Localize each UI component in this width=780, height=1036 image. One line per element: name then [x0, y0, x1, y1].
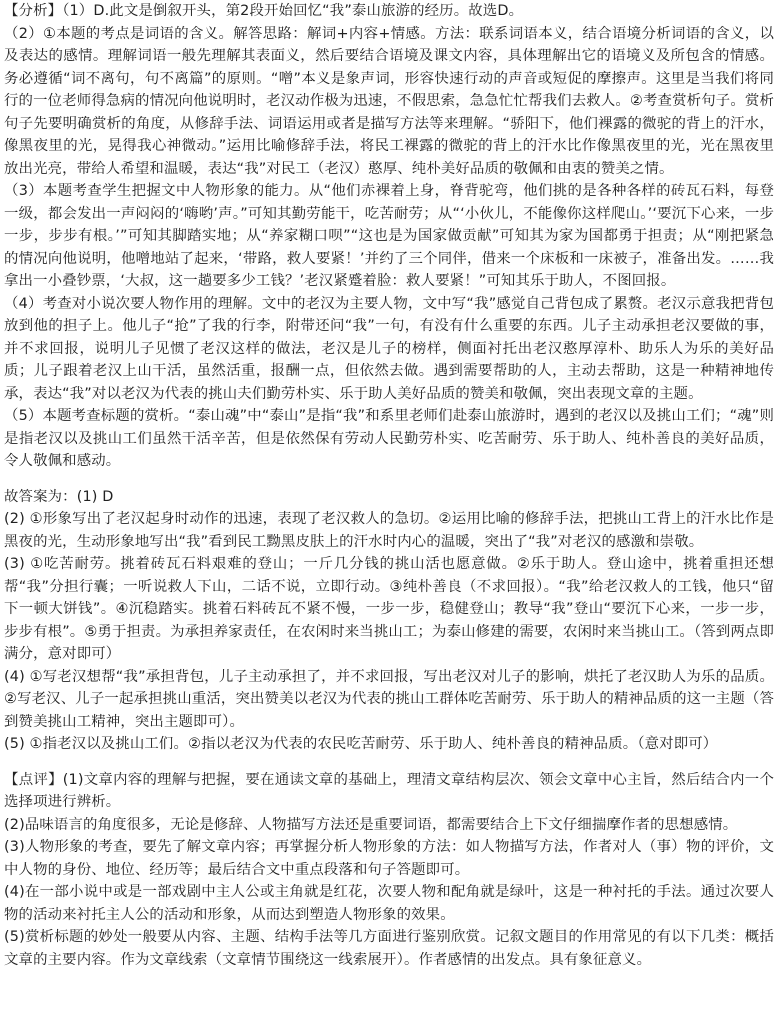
comment-paragraph-1: 【点评】(1)文章内容的理解与把握，要在通读文章的基础上，理清文章结构层次、领会文章中心主旨，然后结合内一个选择项进行辨析。 — [4, 771, 774, 810]
comment-paragraph-3: (3)人物形象的考查，要先了解文章内容；再掌握分析人物形象的方法：如人物描写方法，作者对人（事）物的评价，文中人物的身份、地位、经历等；最后结合文中重点段落和句子答题即可。 — [4, 839, 774, 878]
analysis-paragraph-3: （3）本题考查学生把握文中人物形象的能力。从“他们赤裸着上身，脊背驼弯，他们挑的是各种各样的砖瓦石料，每登一级，都会发出一声闷闷的‘嗨哟’声。”可知其勤劳能干，吃苦耐劳；从“‘小伙儿，不能像你这样爬山。’‘要沉下心来，一步一步，步步有根。’”可知其脚踏实地；从“养家糊口呗”“这也是为国家做贡献”可知其为家为国都勇于担责；从“刚把紧急的情况向他说明，他噌地站了起来，‘带路，救人要紧！’并约了三个同伴，借来一个床板和一床被子，准备出发。……我拿出一小叠钞票，‘大叔，这一趟要多少工钱？’老汉紧蹙着脸：救人要紧！”可知其乐于助人，不图回报。 — [4, 183, 774, 289]
answer-paragraph-2: (2) ①形象写出了老汉起身时动作的迅速，表现了老汉救人的急切。②运用比喻的修辞手法，把挑山工背上的汗水比作是黑夜的光，生动形象地写出“我”看到民工黝黑皮肤上的汗水时内心的温暖，突出了“我”对老汉的感激和崇敬。 — [4, 511, 774, 550]
answer-section — [4, 486, 774, 756]
comment-section — [4, 769, 774, 972]
analysis-paragraph-2: （2）①本题的考点是词语的含义。解答思路：解词+内容+情感。方法：联系词语本义，结合语境分析词语的含义，以及表达的感情。理解词语一般先理解其表面义，然后要结合语境及课文内容，具体理解出它的语境义及所包含的情感。务必遵循“词不离句，句不离篇”的原则。“噌”本义是象声词，形容快速行动的声音或短促的摩擦声。这里是当我们将同行的一位老师得急病的情况向他说明时，老汉动作极为迅速，不假思索，急急忙忙帮我们去救人。②考查赏析句子。赏析句子先要明确赏析的角度，从修辞手法、词语运用或者是描写方法等来理解。“骄阳下，他们裸露的微驼的背上的汗水，像黑夜里的光，晃得我心神微动。”运用比喻修辞手法，将民工裸露的微驼的背上的汗水比作像黑夜里的光，光在黑夜里放出光亮，带给人希望和温暖，表达“我”对民工（老汉）憨厚、纯朴美好品质的敬佩和由衷的赞美之情。 — [4, 25, 774, 177]
comment-paragraph-5: (5)赏析标题的妙处一般要从内容、主题、结构手法等几方面进行鉴别欣赏。记叙文题目的作用常见的有以下几类：概括文章的主要内容。作为文章线索（文章情节围绕这一线索展开）。作者感情的出发点。具有象征意义。 — [4, 929, 774, 968]
answer-paragraph-4: (4) ①写老汉想帮“我”承担背包，儿子主动承担了，并不求回报，写出老汉对儿子的影响，烘托了老汉助人为乐的品质。②写老汉、儿子一起承担挑山重活，突出赞美以老汉为代表的挑山工群体吃苦耐劳、乐于助人的精神品质的这一主题（答到赞美挑山工精神，突出主题即可）。 — [4, 668, 774, 730]
comment-paragraph-2: (2)品味语言的角度很多，无论是修辞、人物描写方法还是重要词语，都需要结合上下文仔细揣摩作者的思想感情。 — [4, 816, 738, 833]
answer-summary: 故答案为：(1) D — [4, 488, 114, 505]
analysis-paragraph-5: （5）本题考查标题的赏析。“泰山魂”中“泰山”是指“我”和系里老师们赴泰山旅游时，遇到的老汉以及挑山工们；“魂”则是指老汉以及挑山工们虽然干活辛苦，但是依然保有劳动人民勤劳朴实、吃苦耐劳、乐于助人、纯朴善良的美好品质，令人敬佩和感动。 — [4, 408, 774, 469]
section-spacer — [4, 756, 774, 769]
analysis-paragraph-1: 【分析】（1）D.此文是倒叙开头，第2段开始回忆“我”泰山旅游的经历。故选D。 — [4, 3, 524, 19]
analysis-section — [4, 0, 774, 473]
analysis-paragraph-4: （4）考查对小说次要人物作用的理解。文中的老汉为主要人物，文中写“我”感觉自己背包成了累赘。老汉示意我把背包放到他的担子上。他儿子“抢”了我的行李，附带还问“我”一句，有没有什么重要的东西。儿子主动承担老汉要做的事，并不求回报，说明儿子见惯了老汉这样的做法，老汉是儿子的榜样，侧面衬托出老汉憨厚淳朴、助乐人为乐的美好品质；儿子跟着老汉上山干活，虽然活重，报酬一点，但依然去做。遇到需要帮助的人，主动去帮助，这是一种精神地传承，表达“我”对以老汉为代表的挑山夫们勤劳朴实、乐于助人美好品质的赞美和敬佩，突出表现文章的主题。 — [4, 295, 774, 402]
comment-paragraph-4: (4)在一部小说中或是一部戏剧中主人公或主角就是红花，次要人物和配角就是绿叶，这是一种衬托的手法。通过次要人物的活动来衬托主人公的活动和形象，从而达到塑造人物形象的效果。 — [4, 884, 774, 923]
answer-paragraph-3: (3) ①吃苦耐劳。挑着砖瓦石料艰难的登山；一斤几分钱的挑山活也愿意做。②乐于助人。登山途中，挑着重担还想帮“我”分担行囊；一听说救人下山，二话不说，立即行动。③纯朴善良（不求回报）。“我”给老汉救人的工钱，他只“留下一顿大饼钱”。④沉稳踏实。挑着石料砖瓦不紧不慢，一步一步，稳健登山；教导“我”登山“要沉下心来，一步一步，步步有根”。⑤勇于担责。为承担养家责任，在农闲时来当挑山工；为泰山修建的需要，农闲时来当挑山工。（答到两点即满分，意对即可） — [4, 556, 774, 662]
section-spacer — [4, 473, 774, 486]
answer-paragraph-5: (5) ①指老汉以及挑山工们。②指以老汉为代表的农民吃苦耐劳、乐于助人、纯朴善良的精神品质。（意对即可） — [4, 736, 718, 752]
